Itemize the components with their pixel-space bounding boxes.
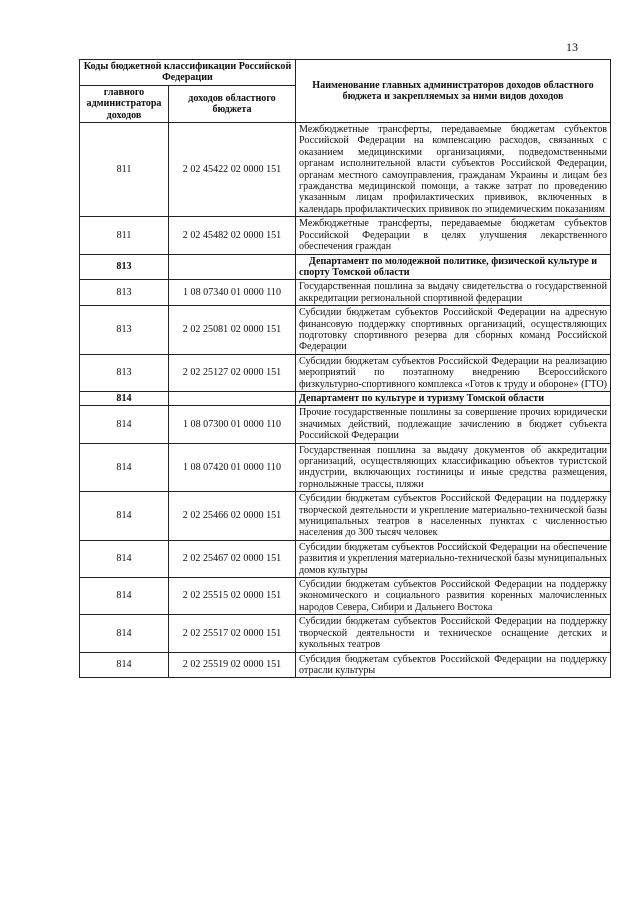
admin-code-cell: 814 bbox=[80, 615, 169, 652]
income-code-cell: 2 02 25466 02 0000 151 bbox=[169, 492, 296, 541]
income-code-cell bbox=[169, 254, 296, 280]
income-description-cell: Межбюджетные трансферты, передаваемые бюджетам субъектов Российской Федерации на компенсацию расходов, связанных с оказанием медицинскими организациями, подведомственными органам исполнительной власти субъектов Российской Федерации, органам местного самоуправления, гражданам Украины и лицам без гражданства медицинской помощи, а также затрат по проведению указанным лицам профилактических прививок, включенных в календарь профилактических прививок по эпидемическим показаниям bbox=[296, 123, 611, 217]
income-description-cell: Межбюджетные трансферты, передаваемые бюджетам субъектов Российской Федерации в целях улучшения лекарственного обеспечения граждан bbox=[296, 217, 611, 254]
income-code-cell: 2 02 25081 02 0000 151 bbox=[169, 306, 296, 355]
income-code-cell bbox=[169, 391, 296, 405]
header-codes-group: Коды бюджетной классификации Российской Федерации bbox=[80, 60, 296, 86]
income-code-cell: 2 02 25467 02 0000 151 bbox=[169, 540, 296, 577]
table-row bbox=[80, 217, 611, 254]
budget-codes-table bbox=[79, 59, 611, 678]
income-description-cell: Прочие государственные пошлины за совершение прочих юридически значимых действий, подлежащие зачислению в бюджет субъекта Российской Федерации bbox=[296, 406, 611, 443]
table-row bbox=[80, 443, 611, 492]
income-description-cell: Субсидии бюджетам субъектов Российской Федерации на поддержку экономического и социального развития коренных малочисленных народов Севера, Сибири и Дальнего Востока bbox=[296, 578, 611, 615]
table-row bbox=[80, 492, 611, 541]
income-code-cell: 1 08 07340 01 0000 110 bbox=[169, 280, 296, 306]
income-code-cell: 2 02 25127 02 0000 151 bbox=[169, 354, 296, 391]
income-description-cell: Государственная пошлина за выдачу документов об аккредитации организаций, осуществляющих классификацию объектов туристской индустрии, включающих гостиницы и иные средства размещения, горнолыжные трассы, пляжи bbox=[296, 443, 611, 492]
admin-code-cell: 811 bbox=[80, 217, 169, 254]
department-name-cell: Департамент по молодежной политике, физической культуре и спорту Томской области bbox=[296, 254, 611, 280]
admin-code-cell: 813 bbox=[80, 254, 169, 280]
table-body bbox=[80, 123, 611, 678]
header-admin-column: главного администратора доходов bbox=[80, 85, 169, 122]
admin-code-cell: 814 bbox=[80, 492, 169, 541]
header-name-column: Наименование главных администраторов доходов областного бюджета и закрепляемых за ними видов доходов bbox=[296, 60, 611, 123]
table-row bbox=[80, 123, 611, 217]
table-row bbox=[80, 406, 611, 443]
admin-code-cell: 813 bbox=[80, 306, 169, 355]
income-description-cell: Субсидии бюджетам субъектов Российской Федерации на поддержку творческой деятельности и техническое оснащение детских и кукольных театров bbox=[296, 615, 611, 652]
admin-code-cell: 813 bbox=[80, 354, 169, 391]
department-name-cell: Департамент по культуре и туризму Томской области bbox=[296, 391, 611, 405]
income-description-cell: Государственная пошлина за выдачу свидетельства о государственной аккредитации региональной спортивной федерации bbox=[296, 280, 611, 306]
section-row bbox=[80, 254, 611, 280]
admin-code-cell: 814 bbox=[80, 391, 169, 405]
admin-code-cell: 814 bbox=[80, 578, 169, 615]
table-row bbox=[80, 578, 611, 615]
income-description-cell: Субсидии бюджетам субъектов Российской Федерации на адресную финансовую поддержку спортивных организаций, осуществляющих подготовку спортивного резерва для сборных команд Российской Федерации bbox=[296, 306, 611, 355]
income-description-cell: Субсидии бюджетам субъектов Российской Федерации на реализацию мероприятий по поэтапному внедрению Всероссийского физкультурно-спортивного комплекса «Готов к труду и обороне» (ГТО) bbox=[296, 354, 611, 391]
table-row bbox=[80, 354, 611, 391]
income-code-cell: 1 08 07420 01 0000 110 bbox=[169, 443, 296, 492]
admin-code-cell: 811 bbox=[80, 123, 169, 217]
section-row bbox=[80, 391, 611, 405]
income-code-cell: 2 02 25519 02 0000 151 bbox=[169, 652, 296, 678]
header-income-column: доходов областного бюджета bbox=[169, 85, 296, 122]
table-row bbox=[80, 540, 611, 577]
admin-code-cell: 814 bbox=[80, 540, 169, 577]
admin-code-cell: 814 bbox=[80, 443, 169, 492]
income-code-cell: 2 02 25517 02 0000 151 bbox=[169, 615, 296, 652]
admin-code-cell: 813 bbox=[80, 280, 169, 306]
table-row bbox=[80, 615, 611, 652]
admin-code-cell: 814 bbox=[80, 406, 169, 443]
admin-code-cell: 814 bbox=[80, 652, 169, 678]
table-row bbox=[80, 652, 611, 678]
income-code-cell: 2 02 45482 02 0000 151 bbox=[169, 217, 296, 254]
table-header bbox=[80, 60, 611, 123]
income-description-cell: Субсидии бюджетам субъектов Российской Федерации на обеспечение развития и укрепления материально-технической базы муниципальных домов культуры bbox=[296, 540, 611, 577]
income-code-cell: 2 02 25515 02 0000 151 bbox=[169, 578, 296, 615]
table-row bbox=[80, 306, 611, 355]
income-description-cell: Субсидии бюджетам субъектов Российской Федерации на поддержку творческой деятельности и укрепление материально-технической базы муниципальных театров в населенных пунктах с численностью населения до 300 тысяч человек bbox=[296, 492, 611, 541]
income-code-cell: 1 08 07300 01 0000 110 bbox=[169, 406, 296, 443]
page-number: 13 bbox=[566, 40, 578, 54]
income-code-cell: 2 02 45422 02 0000 151 bbox=[169, 123, 296, 217]
table-row bbox=[80, 280, 611, 306]
income-description-cell: Субсидия бюджетам субъектов Российской Федерации на поддержку отрасли культуры bbox=[296, 652, 611, 678]
